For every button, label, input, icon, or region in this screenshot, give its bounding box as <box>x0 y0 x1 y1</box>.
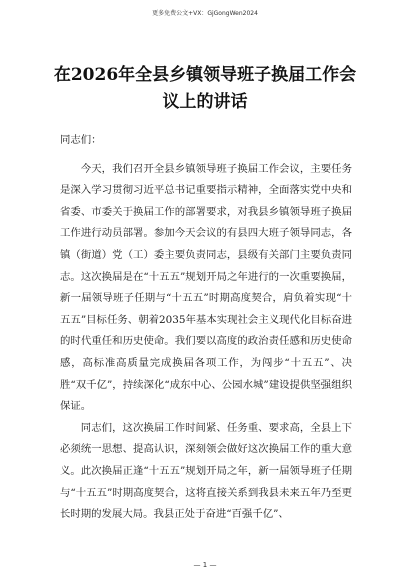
document-title <box>36 62 374 116</box>
speech-body <box>60 130 352 526</box>
paragraph: 今天，我们召开全县乡镇领导班子换届工作会议，主要任务是深入学习贯彻习近平总书记重要指示精神，全面落实党中央和省委、市委关于换届工作的部署要求，对我县乡镇领导班子换届工作进行动员部署。参加今天会议的有县四大班子领导同志，各镇（街道）党（工）委主要负责同志，县级有关部门主要负责同志。这次换届是在“十五五”规划开局之年进行的一次重要换届，新一届领导班子任期与“十五五”时期高度契合，肩负着实现“十五五”目标任务、朝着2035年基本实现社会主义现代化目标奋进的时代重任和历史使命。我们要以高度的政治责任感和历史使命感，高标准高质量完成换届各项工作，为闯步“十五五”、决胜“双千亿”，持续深化“成东中心、公园水城”建设提供坚强组织保证。 <box>60 162 352 413</box>
page-number: — 1 — <box>193 561 217 569</box>
title-line-2: 议上的讲话 <box>162 92 248 112</box>
title-line-1: 在2026年全县乡镇领导班子换届工作会 <box>53 65 357 85</box>
paragraph: 同志们，这次换届工作时间紧、任务重、要求高，全县上下必须统一思想、提高认识，深刻领会做好这次换届工作的重大意义。此次换届正逢“十五五”规划开局之年，新一届领导班子任期与“十五五”时期高度契合，这将直接关系到我县未来五年乃至更长时期的发展大局。我县正处于奋进“百强千亿”、 <box>60 421 352 521</box>
header-note: 更多免费公文+VX：GjGongWen2024 <box>152 10 258 17</box>
salutation: 同志们： <box>60 134 102 146</box>
